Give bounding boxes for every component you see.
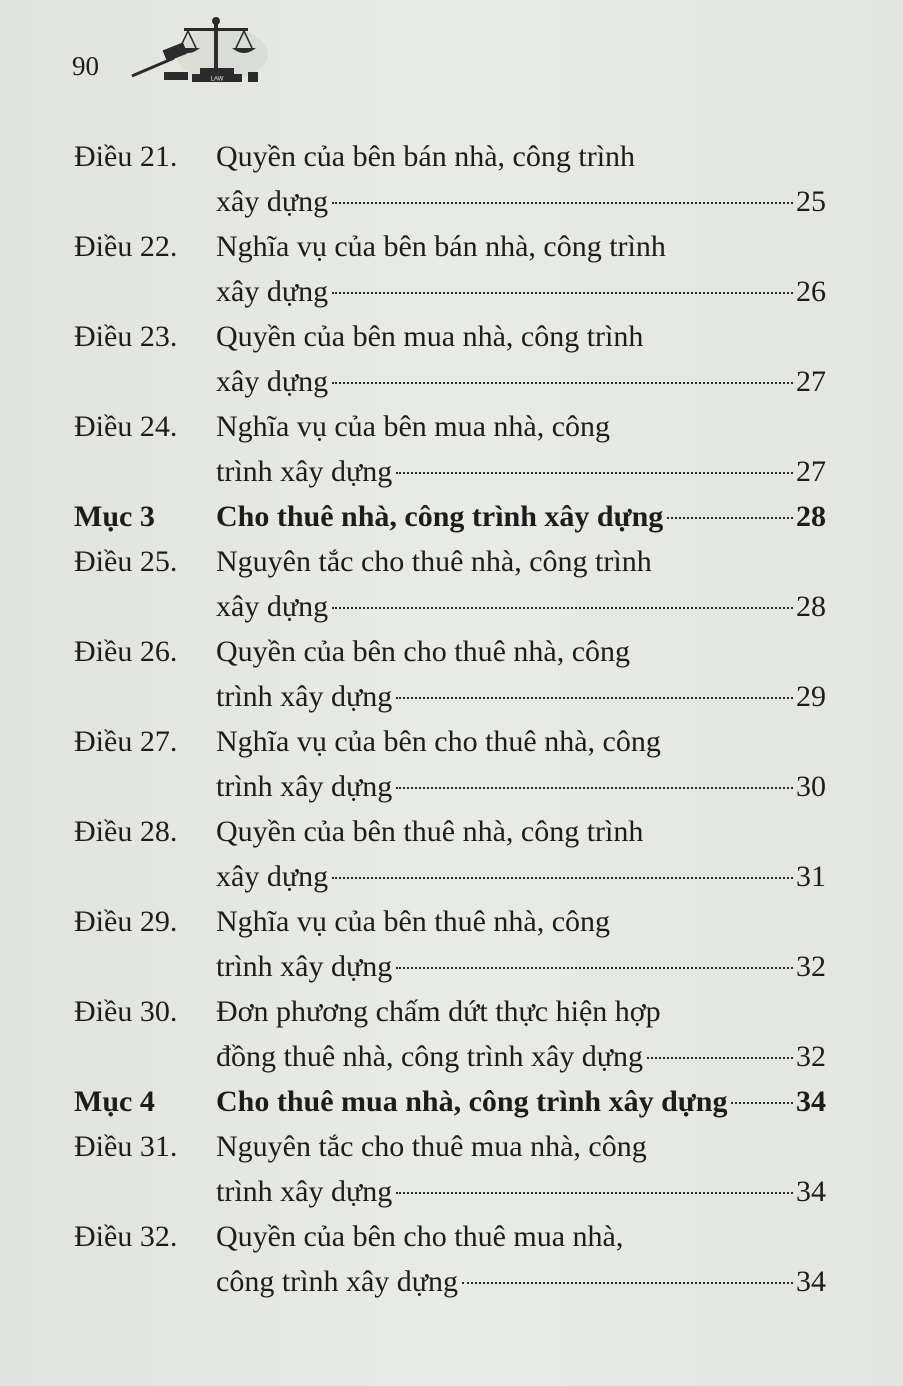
toc-entry-body	[216, 809, 826, 899]
logo-text: LAW	[210, 76, 224, 83]
toc-entry-label: Điều 22.	[74, 230, 178, 263]
toc-entry-page-number: 31	[796, 860, 826, 893]
page-number: 90	[72, 51, 99, 81]
toc-entry	[74, 314, 826, 404]
toc-entry-title-continued: công trình xây dựng	[216, 1265, 459, 1298]
toc-entry-title: Nghĩa vụ của bên bán nhà, công trình	[216, 230, 666, 263]
toc-entry-title-continued: trình xây dựng	[216, 770, 393, 803]
toc-entry-page-number: 28	[796, 590, 826, 623]
toc-entry-label: Điều 29.	[74, 905, 178, 938]
dot-leader	[396, 696, 793, 699]
toc-entry-title: Quyền của bên mua nhà, công trình	[216, 320, 644, 353]
toc-entry-title-continued: Cho thuê nhà, công trình xây dựng	[216, 500, 664, 533]
dot-leader	[332, 876, 793, 879]
toc-entry	[74, 719, 826, 809]
toc-entry-page-number: 34	[796, 1265, 826, 1298]
toc-entry-leader-line	[216, 179, 826, 224]
dot-leader	[731, 1101, 793, 1104]
dot-leader	[332, 291, 793, 294]
toc-entry-label: Điều 32.	[74, 1220, 178, 1253]
toc-entry	[74, 404, 826, 494]
dot-leader	[647, 1056, 793, 1059]
toc-entry-title-continued: trình xây dựng	[216, 1175, 393, 1208]
toc-entry-leader-line	[216, 764, 826, 809]
toc-entry-leader-line	[216, 1259, 826, 1304]
toc-entry-page-number: 27	[796, 455, 826, 488]
toc-entry-body	[216, 1124, 826, 1214]
toc-entry-leader-line	[216, 674, 826, 719]
toc-entry-leader-line	[216, 269, 826, 314]
toc-entry-label: Điều 23.	[74, 320, 178, 353]
toc-entry-label: Điều 31.	[74, 1130, 178, 1163]
toc-entry-label: Điều 28.	[74, 815, 178, 848]
dot-leader	[462, 1281, 793, 1284]
toc-entry-page-number: 28	[796, 500, 826, 533]
toc-entry-title-continued: xây dựng	[216, 590, 329, 623]
dot-leader	[396, 471, 793, 474]
dot-leader	[667, 516, 793, 519]
toc-entry-leader-line	[216, 854, 826, 899]
toc-entry-title-continued: đồng thuê nhà, công trình xây dựng	[216, 1040, 644, 1073]
toc-entry-page-number: 30	[796, 770, 826, 803]
toc-entry-title-continued: Cho thuê mua nhà, công trình xây dựng	[216, 1085, 728, 1118]
toc-entry-body	[216, 1214, 826, 1304]
toc-entry-body	[216, 314, 826, 404]
toc-entry-title-continued: xây dựng	[216, 860, 329, 893]
toc-entry-body	[216, 539, 826, 629]
toc-entry-label: Điều 21.	[74, 140, 178, 173]
toc-entry-label: Điều 25.	[74, 545, 178, 578]
toc-entry-title-continued: trình xây dựng	[216, 680, 393, 713]
toc-entry-page-number: 29	[796, 680, 826, 713]
toc-entry	[74, 809, 826, 899]
toc-entry-title-continued: trình xây dựng	[216, 950, 393, 983]
toc-entry-label: Điều 26.	[74, 635, 178, 668]
toc-entry-title: Quyền của bên cho thuê nhà, công	[216, 635, 631, 668]
toc-entry	[74, 899, 826, 989]
toc-entry-body	[216, 1079, 826, 1124]
toc-entry-title: Nguyên tắc cho thuê nhà, công trình	[216, 545, 652, 578]
toc-section	[74, 1079, 826, 1124]
toc-entry-page-number: 32	[796, 1040, 826, 1073]
toc-entry-page-number: 34	[796, 1175, 826, 1208]
toc-entry-body	[216, 134, 826, 224]
toc-entry-title: Quyền của bên thuê nhà, công trình	[216, 815, 644, 848]
toc-entry-leader-line	[216, 449, 826, 494]
toc-entry	[74, 1124, 826, 1214]
toc-entry	[74, 1214, 826, 1304]
dot-leader	[396, 1191, 793, 1194]
toc-entry-body	[216, 989, 826, 1079]
toc-entry	[74, 989, 826, 1079]
toc-entry-page-number: 32	[796, 950, 826, 983]
dot-leader	[332, 201, 793, 204]
toc-entry-leader-line	[216, 1079, 826, 1124]
toc-entry-title: Nghĩa vụ của bên thuê nhà, công	[216, 905, 611, 938]
toc-entry-title: Đơn phương chấm dứt thực hiện hợp	[216, 995, 661, 1028]
toc-entry-label: Điều 24.	[74, 410, 178, 443]
toc-entry-page-number: 27	[796, 365, 826, 398]
toc-entry-page-number: 26	[796, 275, 826, 308]
toc-entry-label: Mục 3	[74, 500, 155, 533]
toc-entry-leader-line	[216, 359, 826, 404]
toc-entry-page-number: 34	[796, 1085, 826, 1118]
table-of-contents	[74, 134, 826, 1304]
toc-entry-leader-line	[216, 494, 826, 539]
toc-entry-body	[216, 224, 826, 314]
dot-leader	[332, 381, 793, 384]
dot-leader	[332, 606, 793, 609]
toc-entry-body	[216, 629, 826, 719]
dot-leader	[396, 786, 793, 789]
toc-entry-title: Quyền của bên bán nhà, công trình	[216, 140, 636, 173]
toc-entry-body	[216, 494, 826, 539]
toc-entry-leader-line	[216, 1034, 826, 1079]
toc-entry-title: Nghĩa vụ của bên cho thuê nhà, công	[216, 725, 661, 758]
toc-entry-leader-line	[216, 944, 826, 989]
toc-entry-title-continued: trình xây dựng	[216, 455, 393, 488]
toc-entry-title-continued: xây dựng	[216, 185, 329, 218]
toc-entry-label: Điều 27.	[74, 725, 178, 758]
toc-section	[74, 494, 826, 539]
toc-entry	[74, 629, 826, 719]
scales-of-justice-gavel-icon	[130, 10, 270, 86]
toc-entry-page-number: 25	[796, 185, 826, 218]
toc-entry-title: Quyền của bên cho thuê mua nhà,	[216, 1220, 624, 1253]
toc-entry	[74, 539, 826, 629]
toc-entry-title: Nguyên tắc cho thuê mua nhà, công	[216, 1130, 647, 1163]
toc-entry-label: Điều 30.	[74, 995, 178, 1028]
toc-entry-title-continued: xây dựng	[216, 365, 329, 398]
toc-entry-body	[216, 404, 826, 494]
toc-entry-leader-line	[216, 584, 826, 629]
toc-entry	[74, 134, 826, 224]
dot-leader	[396, 966, 793, 969]
toc-entry	[74, 224, 826, 314]
toc-entry-leader-line	[216, 1169, 826, 1214]
toc-entry-title: Nghĩa vụ của bên mua nhà, công	[216, 410, 611, 443]
toc-entry-title-continued: xây dựng	[216, 275, 329, 308]
toc-entry-label: Mục 4	[74, 1085, 155, 1118]
toc-entry-body	[216, 899, 826, 989]
toc-entry-body	[216, 719, 826, 809]
